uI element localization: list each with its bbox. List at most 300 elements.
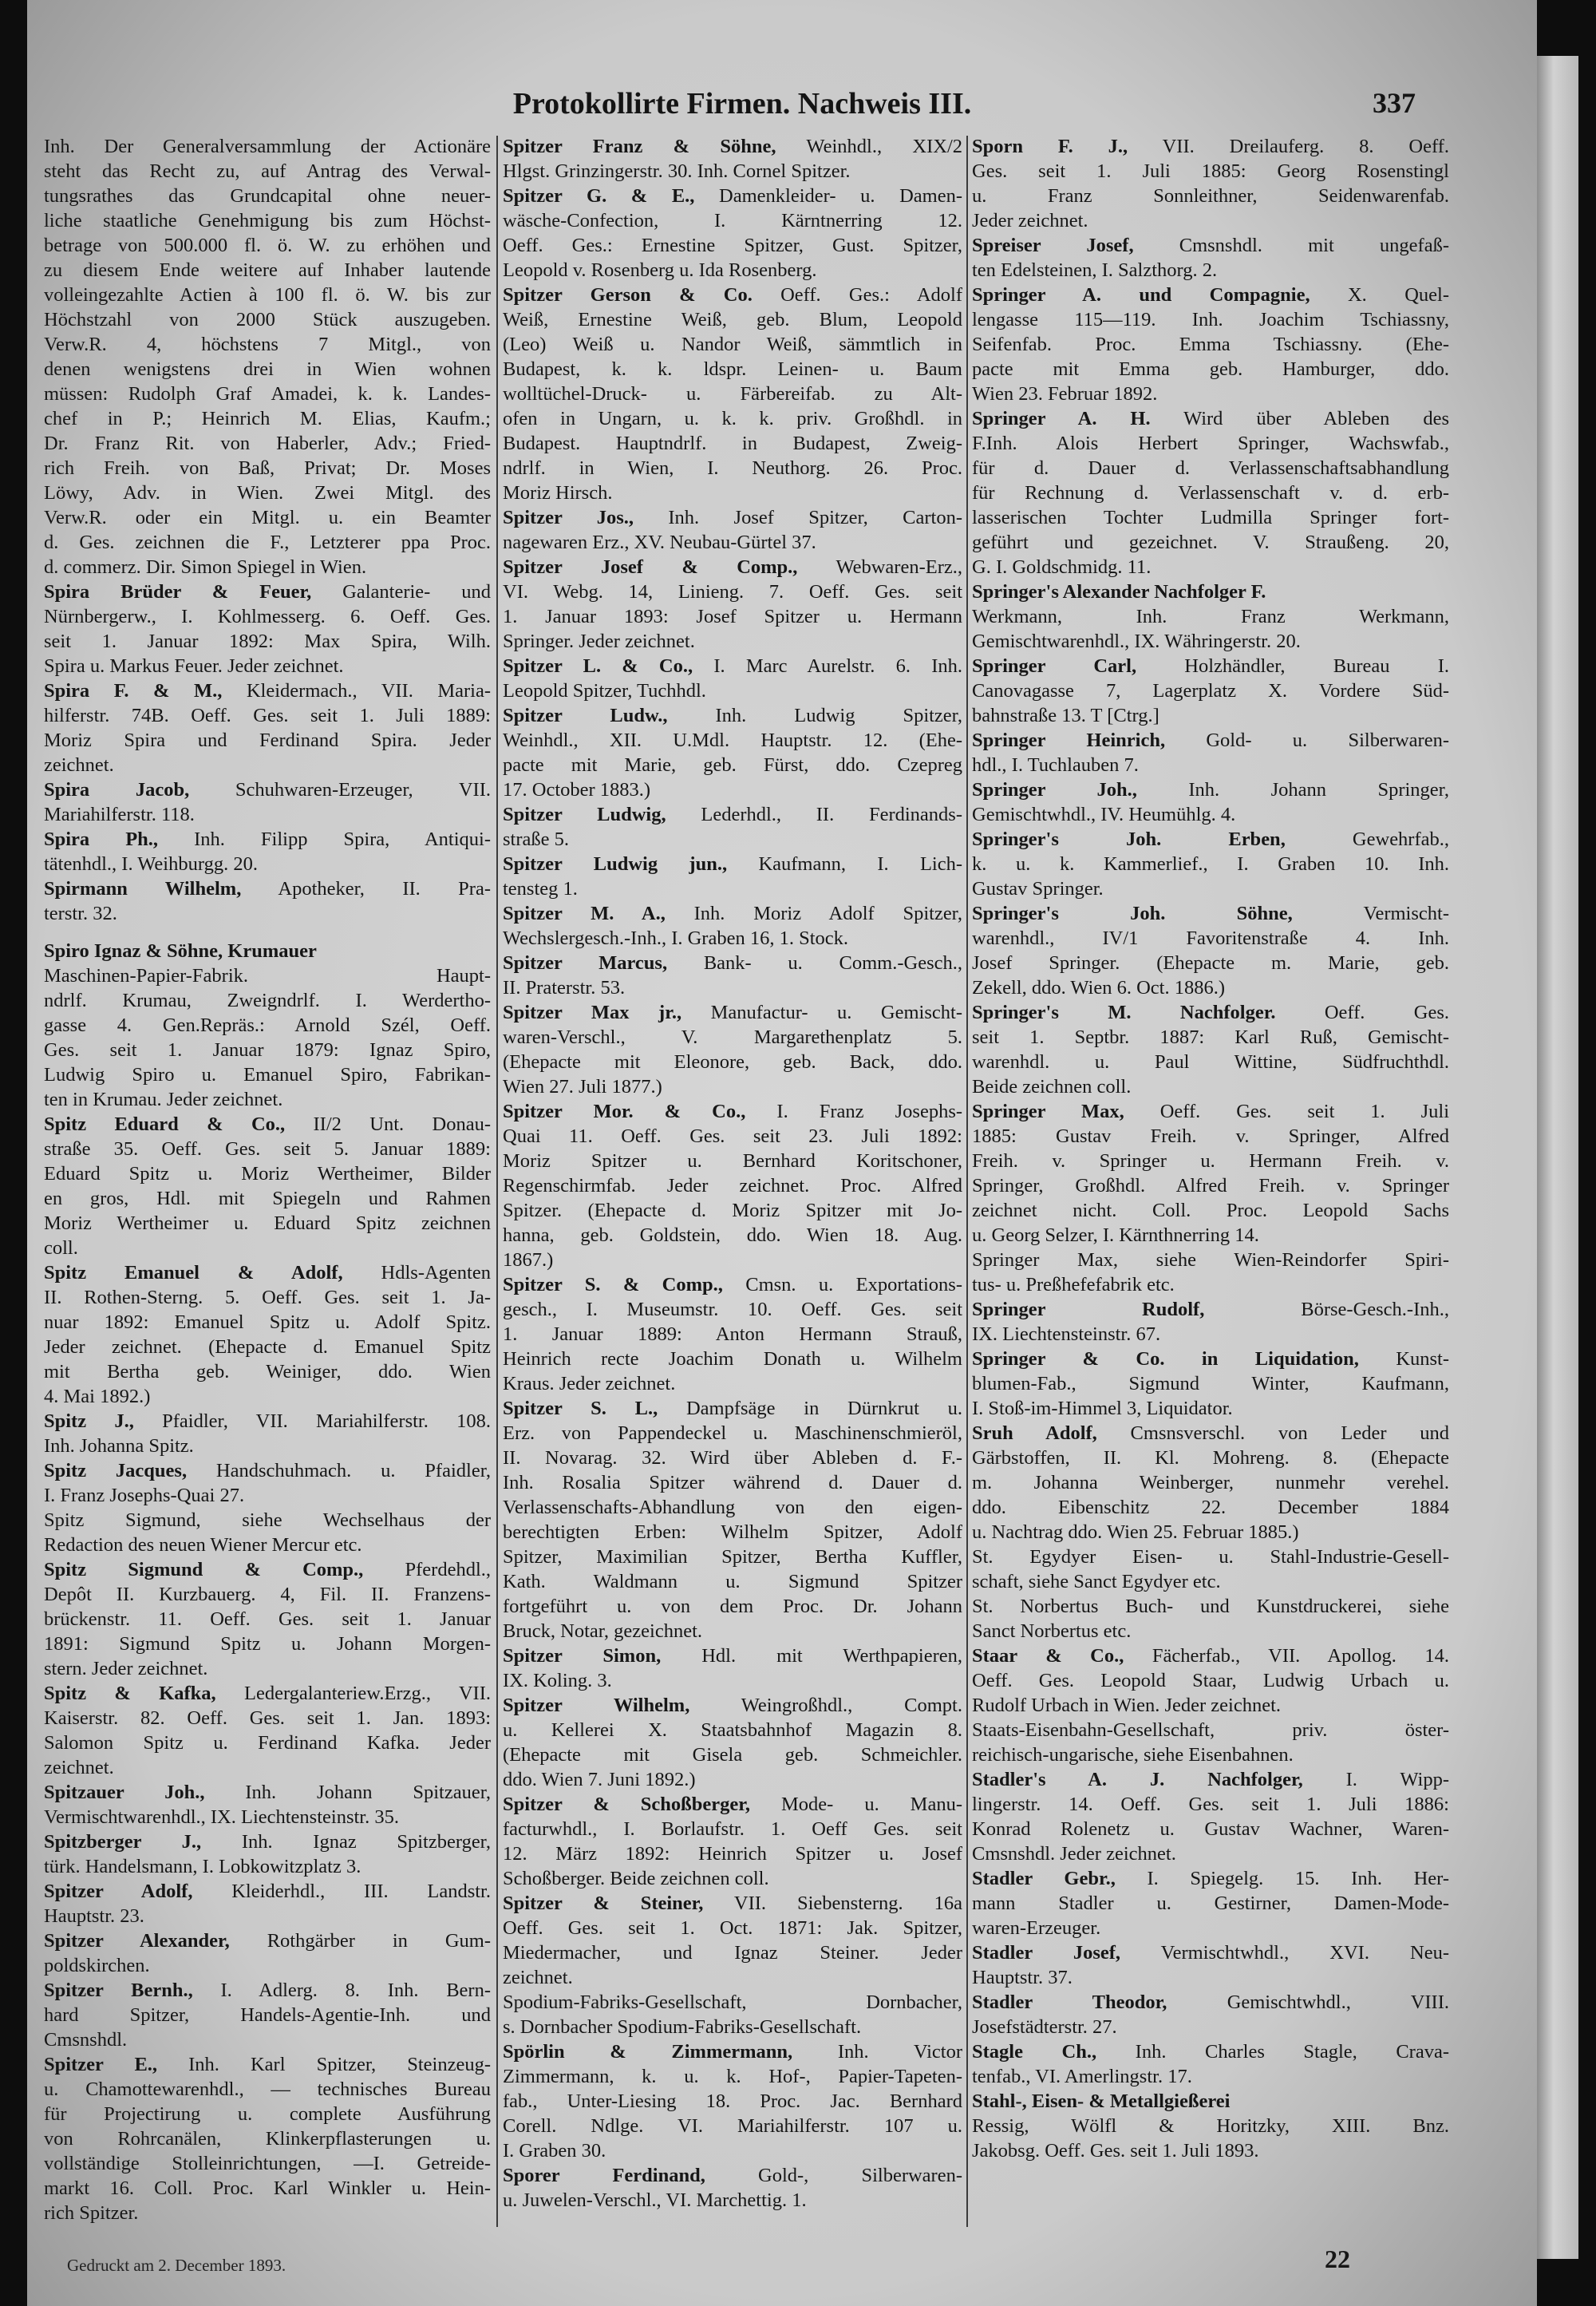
entry-line (44, 1904, 491, 1928)
entry-line (44, 1409, 491, 1434)
entry-line (44, 1681, 491, 1706)
entry-text: Inh. Johann Spitzauer, (204, 1782, 491, 1803)
entry-text: I. Adlerg. 8. Inh. Bern- (192, 1980, 491, 2001)
firm-name: Springer's M. Nachfolger. (972, 1002, 1276, 1023)
entry-line (503, 629, 962, 654)
entry-text: Canovagasse 7, Lagerplatz X. Vordere Süd- (972, 680, 1449, 702)
entry-text: (Ehepacte mit Gisela geb. Schmeichler. (503, 1744, 962, 1766)
entry-line (972, 307, 1449, 332)
entry-line (44, 1434, 491, 1458)
entry-text: Werkmann, Inh. Franz Werkmann, (972, 606, 1449, 627)
entry-text: 1. Januar 1893: Josef Spitzer u. Hermann (503, 606, 962, 627)
entry-line (972, 2064, 1449, 2089)
entry-line (44, 939, 491, 963)
entry-line (44, 1359, 491, 1384)
entry-text: Bruck, Notar, gezeichnet. (503, 1620, 703, 1642)
entry-line (503, 2138, 962, 2163)
entry-line (44, 753, 491, 777)
entry-line (503, 876, 962, 901)
entry-line (44, 1978, 491, 2003)
entry-line (44, 134, 491, 159)
entry-text: Nürnbergerw., I. Kohlmesserg. 6. Oeff. Ges. (44, 606, 491, 627)
firm-name: Spiro Ignaz & Söhne, Krumauer (44, 940, 317, 962)
entry-line (972, 2138, 1449, 2163)
directory-entry (503, 134, 962, 184)
entry-text: Inh. Moriz Adolf Spitzer, (665, 903, 962, 924)
entry-text: X. Quel- (1310, 284, 1449, 306)
entry-line (972, 1817, 1449, 1841)
entry-line (44, 530, 491, 555)
entry-text: mann Stadler u. Gestirner, Damen-Mode- (972, 1893, 1449, 1914)
entry-line (503, 1916, 962, 1940)
firm-name: Sporn F. J., (972, 136, 1128, 157)
entry-line (44, 777, 491, 802)
entry-line (44, 258, 491, 283)
entry-text: VI. Webg. 14, Linieng. 7. Oeff. Ges. seit (503, 581, 962, 603)
entry-line (503, 1347, 962, 1371)
firm-name: Spitzer Marcus, (503, 952, 668, 974)
column-3 (972, 134, 1449, 2163)
entry-line (503, 555, 962, 579)
entry-text: fab., Unter-Liesing 18. Proc. Jac. Bernhard (503, 2090, 962, 2112)
entry-line (44, 827, 491, 852)
entry-line (972, 1000, 1449, 1025)
entry-text: Galanterie- und (311, 581, 491, 603)
entry-line (503, 1619, 962, 1643)
firm-name: Spira Jacob, (44, 779, 190, 801)
firm-name: Spreiser Josef, (972, 235, 1134, 256)
entry-text: von Rohrcanälen, Klinkerpflasterungen u. (44, 2128, 491, 2150)
firm-name: Stadler's A. J. Nachfolger, (972, 1769, 1303, 1790)
firm-name: Springer Joh., (972, 779, 1137, 801)
entry-text: Spitz Sigmund, siehe Wechselhaus der (44, 1509, 491, 1531)
entry-line (972, 926, 1449, 951)
entry-text: Schoßberger. Beide zeichnen coll. (503, 1868, 769, 1889)
entry-line (44, 703, 491, 728)
entry-text: reichisch-ungarische, siehe Eisenbahnen. (972, 1744, 1294, 1766)
directory-entry (503, 1693, 962, 1792)
entry-text: müssen: Rudolph Graf Amadei, k. k. Landes- (44, 383, 491, 405)
entry-text: IX. Liechtensteinstr. 67. (972, 1323, 1161, 1345)
entry-line (503, 184, 962, 208)
entry-text: Cmsn. u. Exportations- (722, 1274, 962, 1295)
entry-line (44, 2201, 491, 2225)
firm-name: Spitzer L. & Co., (503, 655, 693, 677)
entry-line (503, 233, 962, 258)
entry-text: Springer. Jeder zeichnet. (503, 631, 695, 652)
entry-line (44, 1508, 491, 1533)
signature-mark: 22 (1325, 2245, 1350, 2273)
entry-text: berechtigten Erben: Wilhelm Spitzer, Adolf (503, 1521, 962, 1543)
entry-text: warenhdl. u. Paul Wittine, Südfruchthdl. (972, 1051, 1449, 1073)
entry-line (972, 876, 1449, 901)
entry-text: zeichnet. (44, 754, 114, 776)
firm-name: Spitzer M. A., (503, 903, 666, 924)
entry-line (503, 926, 962, 951)
entry-line (972, 1569, 1449, 1594)
entry-line (44, 1829, 491, 1854)
entry-line (503, 1074, 962, 1099)
entry-line (972, 629, 1449, 654)
entry-line (972, 1916, 1449, 1940)
entry-line (44, 604, 491, 629)
entry-line (503, 654, 962, 678)
entry-line (972, 1347, 1449, 1371)
entry-text: Moriz Spitzer u. Bernhard Koritschoner, (503, 1150, 962, 1172)
directory-entry (44, 1681, 491, 1780)
entry-text: Oeff. Ges.: Adolf (752, 284, 962, 306)
entry-line (503, 307, 962, 332)
entry-line (503, 703, 962, 728)
entry-line (503, 456, 962, 481)
entry-line (972, 2039, 1449, 2064)
entry-line (44, 654, 491, 678)
directory-entry (44, 1458, 491, 1508)
firm-name: Spitzer Franz & Söhne, (503, 136, 776, 157)
entry-line (972, 2015, 1449, 2039)
entry-line (503, 827, 962, 852)
entry-text: Moriz Wertheimer u. Eduard Spitz zeichnen (44, 1212, 491, 1234)
entry-line (44, 1656, 491, 1681)
firm-name: Sporer Ferdinand, (503, 2165, 705, 2186)
entry-line (972, 1050, 1449, 1074)
entry-text: Miedermacher, und Ignaz Steiner. Jeder (503, 1942, 962, 1964)
entry-line (44, 728, 491, 753)
entry-text: zeichnet nicht. Coll. Proc. Leopold Sachs (972, 1200, 1449, 1221)
entry-line (44, 1533, 491, 1557)
firm-name: Spitz Eduard & Co., (44, 1113, 286, 1135)
entry-line (972, 1718, 1449, 1742)
directory-entry (503, 802, 962, 852)
entry-line (972, 1173, 1449, 1198)
entry-line (972, 1025, 1449, 1050)
entry-line (972, 1198, 1449, 1223)
entry-text: I. Graben 30. (503, 2140, 606, 2162)
directory-entry (44, 678, 491, 777)
entry-text: Eduard Spitz u. Moriz Wertheimer, Bilder (44, 1163, 491, 1185)
entry-line (44, 2126, 491, 2151)
entry-line (503, 1297, 962, 1322)
directory-entry (44, 939, 491, 1112)
entry-text: Gärbstoffen, II. Kl. Mohreng. 8. (Ehepacte (972, 1447, 1449, 1469)
entry-line (44, 678, 491, 703)
entry-text: Inh. Victor (792, 2041, 962, 2063)
directory-entry (972, 728, 1449, 777)
entry-text: zeichnet. (503, 1967, 573, 1988)
entry-line (503, 1470, 962, 1495)
directory-entry (44, 1508, 491, 1557)
entry-line (972, 951, 1449, 975)
entry-line (44, 2003, 491, 2027)
entry-line (503, 1990, 962, 2015)
entry-text: Inh. Josef Spitzer, Carton- (634, 507, 962, 528)
entry-text: Leopold Spitzer, Tuchhdl. (503, 680, 706, 702)
entry-line (503, 1272, 962, 1297)
entry-line (44, 505, 491, 530)
entry-line (44, 1310, 491, 1335)
entry-line (44, 481, 491, 505)
firm-name: Spitz Jacques, (44, 1460, 188, 1481)
directory-entry (44, 777, 491, 827)
directory-entry (44, 579, 491, 678)
entry-line (972, 579, 1449, 604)
entry-text: blumen-Fab., Sigmund Winter, Kaufmann, (972, 1373, 1449, 1394)
entry-line (44, 1384, 491, 1409)
entry-line (44, 1062, 491, 1087)
entry-text: lasserischen Tochter Ludmilla Springer fort- (972, 507, 1449, 528)
entry-text: Regenschirmfab. Jeder zeichnet. Proc. Alfred (503, 1175, 962, 1197)
entry-text: vollständige Stolleinrichtungen, —I. Getreide- (44, 2153, 491, 2174)
entry-text: Ledergalanteriew.Erzg., VII. (215, 1683, 491, 1704)
firm-name: Spitzer Max jr., (503, 1002, 682, 1023)
firm-name: Spitzer & Steiner, (503, 1893, 704, 1914)
entry-line (972, 233, 1449, 258)
entry-line (44, 2102, 491, 2126)
entry-line (972, 456, 1449, 481)
entry-line (44, 1038, 491, 1062)
firm-name: Stadler Theodor, (972, 1992, 1167, 2013)
entry-text: lingerstr. 14. Oeff. Ges. seit 1. Juli 1886: (972, 1794, 1449, 1815)
entry-line (503, 753, 962, 777)
entry-text: en gros, Hdl. mit Spiegeln und Rahmen (44, 1188, 491, 1209)
entry-text: liche staatliche Genehmigung bis zum Höchst- (44, 210, 491, 231)
entry-text: Inh. Rosalia Spitzer während d. Dauer d. (503, 1472, 962, 1493)
entry-text: tungsrathes das Grundcapital ohne neuer- (44, 185, 491, 207)
entry-line (503, 728, 962, 753)
entry-text: chef in P.; Heinrich M. Elias, Kaufm.; (44, 408, 491, 429)
entry-text: Salomon Spitz u. Ferdinand Kafka. Jeder (44, 1732, 491, 1754)
entry-text: Börse-Gesch.-Inh., (1204, 1299, 1449, 1320)
entry-text: Holzhändler, Bureau I. (1136, 655, 1449, 677)
entry-text: Jeder zeichnet. (972, 210, 1088, 231)
entry-text: Inh. Der Generalversammlung der Actionäre (44, 136, 491, 157)
entry-text: brückenstr. 11. Oeff. Ges. seit 1. Januar (44, 1608, 491, 1630)
entry-line (972, 431, 1449, 456)
directory-entry (44, 1409, 491, 1458)
directory-entry (503, 555, 962, 654)
entry-text: Gold- u. Silberwaren- (1165, 730, 1449, 751)
entry-line (972, 555, 1449, 579)
entry-line (44, 1112, 491, 1137)
directory-entry (972, 1594, 1449, 1643)
firm-name: Spitzer Adolf, (44, 1881, 193, 1902)
entry-text: Oeff. Ges. (1275, 1002, 1449, 1023)
firm-name: Springer Heinrich, (972, 730, 1166, 751)
firm-name: Spitzer Josef & Comp., (503, 556, 798, 578)
firm-name: Stahl-, Eisen- & Metallgießerei (972, 2090, 1231, 2112)
entry-text: Schuhwaren-Erzeuger, VII. (189, 779, 491, 801)
entry-line (503, 1891, 962, 1916)
entry-line (44, 2151, 491, 2176)
entry-line (44, 876, 491, 901)
firm-name: Sruh Adolf, (972, 1422, 1097, 1444)
column-divider (496, 136, 498, 2227)
entry-line (503, 1396, 962, 1421)
entry-text: Spitzer. (Ehepacte d. Moriz Spitzer mit Jo- (503, 1200, 962, 1221)
entry-text: d. Ges. zeichnen die F., Letzterer ppa Proc. (44, 532, 491, 553)
entry-text: Apotheker, II. Pra- (241, 878, 491, 900)
directory-entry (44, 1260, 491, 1409)
spacer (44, 926, 491, 939)
firm-name: Spitzer S. & Comp., (503, 1274, 723, 1295)
entry-line (503, 1965, 962, 1990)
entry-text: nagewaren Erz., XV. Neubau-Gürtel 37. (503, 532, 816, 553)
entry-line (44, 988, 491, 1013)
firm-name: Spitzer Gerson & Co. (503, 284, 753, 306)
directory-entry (972, 1866, 1449, 1940)
entry-text: schaft, siehe Sanct Egydyer etc. (972, 1571, 1221, 1592)
entry-text: Weiß, Ernestine Weiß, geb. Blum, Leopold (503, 309, 962, 330)
entry-line (972, 975, 1449, 1000)
directory-entry (972, 901, 1449, 1000)
entry-text: Cmsnshdl. mit ungefaß- (1133, 235, 1449, 256)
entry-line (503, 2064, 962, 2089)
firm-name: Spira Ph., (44, 829, 159, 850)
entry-text: Redaction des neuen Wiener Mercur etc. (44, 1534, 362, 1556)
directory-entry (503, 951, 962, 1000)
entry-line (44, 1928, 491, 1953)
entry-text: Kaiserstr. 82. Oeff. Ges. seit 1. Jan. 1893: (44, 1707, 491, 1729)
entry-line (44, 1211, 491, 1236)
entry-line (503, 505, 962, 530)
entry-line (972, 1767, 1449, 1792)
directory-entry (972, 1643, 1449, 1718)
entry-line (503, 357, 962, 382)
entry-text: Inh. Johann Springer, (1136, 779, 1449, 801)
firm-name: Stagle Ch., (972, 2041, 1097, 2063)
entry-line (972, 1495, 1449, 1520)
entry-text: Cmsnsverschl. von Leder und (1096, 1422, 1449, 1444)
firm-name: Spitzer Mor. & Co., (503, 1101, 746, 1122)
entry-line (44, 1582, 491, 1607)
entry-text: Inh. Charles Stagle, Crava- (1096, 2041, 1449, 2063)
entry-line (503, 1495, 962, 1520)
entry-text: Ges. seit 1. Juli 1885: Georg Rosenstingl (972, 160, 1449, 182)
entry-text: mit Bertha geb. Weiniger, ddo. Wien (44, 1361, 491, 1382)
entry-text: Oeff. Ges. seit 1. Oct. 1871: Jak. Spitzer, (503, 1917, 962, 1939)
entry-line (503, 1421, 962, 1446)
entry-text: tus- u. Preßhefefabrik etc. (972, 1274, 1175, 1295)
entry-text: Inh. Ignaz Spitzberger, (201, 1831, 491, 1853)
entry-text: Weinhdl., XIX/2 (776, 136, 962, 157)
entry-line (972, 1470, 1449, 1495)
firm-name: Spitzer & Schoßberger, (503, 1794, 751, 1815)
entry-line (44, 233, 491, 258)
directory-entry (503, 1099, 962, 1272)
directory-entry (503, 1396, 962, 1643)
entry-line (44, 1013, 491, 1038)
entry-text: VII. Dreilauferg. 8. Oeff. (1128, 136, 1449, 157)
directory-entry (44, 1829, 491, 1879)
entry-text: Jeder zeichnet. (Ehepacte d. Emanuel Spitz (44, 1336, 491, 1358)
entry-text: volleingezahlte Actien à 100 fl. ö. W. bis zur (44, 284, 491, 306)
entry-line (44, 1161, 491, 1186)
entry-line (503, 1841, 962, 1866)
directory-entry (503, 1792, 962, 1891)
firm-name: Springer's Alexander Nachfolger F. (972, 581, 1266, 603)
directory-entry (503, 1643, 962, 1693)
entry-line (972, 777, 1449, 802)
entry-line (972, 1990, 1449, 2015)
entry-text: waren-Erzeuger. (972, 1917, 1101, 1939)
entry-line (503, 134, 962, 159)
entry-text: bahnstraße 13. T [Ctrg.] (972, 705, 1159, 726)
directory-entry (972, 283, 1449, 406)
directory-entry (972, 1940, 1449, 1990)
entry-line (503, 1940, 962, 1965)
entry-text: m. Johanna Weinberger, nunmehr verehel. (972, 1472, 1449, 1493)
entry-line (503, 1223, 962, 1248)
entry-line (503, 1099, 962, 1124)
entry-line (503, 1594, 962, 1619)
entry-line (44, 1335, 491, 1359)
entry-line (503, 332, 962, 357)
firm-name: Spira Brüder & Feuer, (44, 581, 312, 603)
entry-text: Oeff. Ges. seit 1. Juli (1124, 1101, 1449, 1122)
firm-name: Springer & Co. in Liquidation, (972, 1348, 1359, 1370)
entry-text: Depôt II. Kurzbauerg. 4, Fil. II. Franzens- (44, 1584, 491, 1605)
entry-line (972, 1272, 1449, 1297)
entry-text: Zekell, ddo. Wien 6. Oct. 1886.) (972, 977, 1225, 999)
entry-text: Quai 11. Oeff. Ges. seit 23. Juli 1892: (503, 1125, 962, 1147)
firm-name: Springer's Joh. Erben, (972, 829, 1286, 850)
entry-text: terstr. 32. (44, 903, 117, 924)
directory-entry (503, 654, 962, 703)
entry-text: VII. Siebensterng. 16a (703, 1893, 962, 1914)
entry-text: F.Inh. Alois Herbert Springer, Wachswfab., (972, 433, 1449, 454)
entry-text: Beide zeichnen coll. (972, 1076, 1132, 1098)
directory-entry (972, 1545, 1449, 1594)
directory-entry (972, 134, 1449, 233)
entry-line (44, 332, 491, 357)
entry-text: Gemischtwhdl., VIII. (1167, 1992, 1449, 2013)
entry-text: I. Franz Josephs-Quai 27. (44, 1485, 245, 1506)
entry-text: türk. Handelsmann, I. Lobkowitzplatz 3. (44, 1856, 361, 1877)
entry-line (972, 332, 1449, 357)
entry-text: tensteg 1. (503, 878, 578, 900)
entry-line (503, 1173, 962, 1198)
entry-line (44, 1186, 491, 1211)
entry-text: I. Wipp- (1302, 1769, 1449, 1790)
entry-line (44, 2176, 491, 2201)
entry-text: Pferdehdl., (363, 1559, 491, 1580)
directory-entry (503, 901, 962, 951)
entry-text: I. Franz Josephs- (745, 1101, 962, 1122)
firm-name: Spitzer S. L., (503, 1398, 658, 1419)
running-header: Protokollirte Firmen. Nachweis III. (512, 87, 972, 121)
entry-text: Wird über Ableben des (1150, 408, 1449, 429)
entry-line (503, 901, 962, 926)
firm-name: Stadler Gebr., (972, 1868, 1116, 1889)
entry-line (972, 184, 1449, 208)
entry-line (972, 1742, 1449, 1767)
firm-name: Springer Rudolf, (972, 1299, 1205, 1320)
firm-name: Spitzer Wilhelm, (503, 1695, 690, 1716)
entry-text: waren-Verschl., V. Margarethenplatz 5. (503, 1026, 962, 1048)
entry-text: zeichnet. (44, 1757, 114, 1778)
entry-text: seit 1. Januar 1892: Max Spira, Wilh. (44, 631, 491, 652)
entry-text: 1867.) (503, 1249, 554, 1271)
entry-line (503, 1371, 962, 1396)
firm-name: Staar & Co., (972, 1645, 1124, 1667)
entry-line (972, 1643, 1449, 1668)
entry-text: Dr. Franz Rit. von Haberler, Adv.; Fried- (44, 433, 491, 454)
entry-text: Bank- u. Comm.-Gesch., (667, 952, 962, 974)
entry-line (972, 1619, 1449, 1643)
entry-line (44, 357, 491, 382)
entry-line (503, 802, 962, 827)
entry-line (44, 1706, 491, 1730)
